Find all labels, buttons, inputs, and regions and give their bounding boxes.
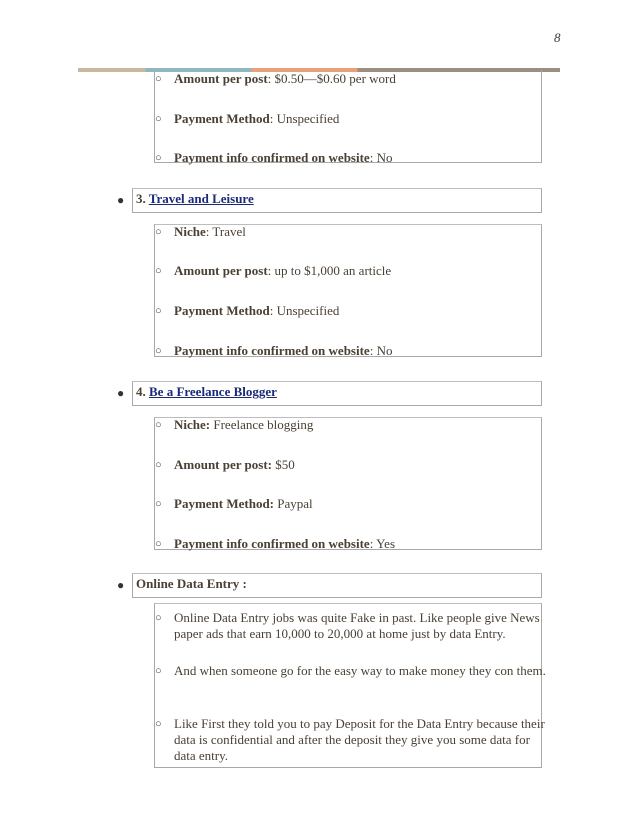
sub-bullet: ○: [155, 612, 162, 624]
sub-bullet: ○: [155, 226, 162, 238]
sub-bullet: ○: [155, 498, 162, 510]
sub-bullet: ○: [155, 665, 162, 677]
sub-bullet: ○: [155, 152, 162, 164]
list-item: Payment Method: Unspecified: [174, 303, 340, 318]
sub-bullet: ○: [155, 718, 162, 730]
list-item: Payment Method: Paypal: [174, 496, 313, 511]
paragraph: And when someone go for the easy way to make money they con them.: [174, 663, 546, 678]
list-item: Amount per post: up to $1,000 an article: [174, 263, 392, 278]
sub-bullet: ○: [155, 113, 162, 125]
sub-bullet: ○: [155, 265, 162, 277]
section4-box: [154, 417, 542, 550]
list-item: Niche: Freelance blogging: [174, 417, 314, 432]
main-bullet: ●: [117, 193, 125, 207]
paragraph: Like First they told you to pay Deposit for the Data Entry because their data is confidential and after the deposit they give you some data for data entry.: [174, 716, 545, 763]
sub-bullet: ○: [155, 459, 162, 471]
list-item: Payment info confirmed on website: No: [174, 150, 393, 165]
section3-box: [154, 224, 542, 357]
list-item: Payment info confirmed on website: Yes: [174, 536, 396, 551]
list-item: Amount per post: $0.50—$0.60 per word: [174, 71, 396, 86]
list-item: Niche: Travel: [174, 224, 246, 239]
list-item: Amount per post: $50: [174, 457, 295, 472]
main-bullet: ●: [117, 386, 125, 400]
travel-and-leisure-link[interactable]: Travel and Leisure: [148, 191, 254, 206]
main-bullet: ●: [117, 578, 125, 592]
section3-heading: 3. Travel and Leisure: [136, 191, 254, 206]
section4-heading: 4. Be a Freelance Blogger: [136, 384, 277, 399]
page-number: 8: [554, 30, 561, 45]
sub-bullet: ○: [155, 73, 162, 85]
sub-bullet: ○: [155, 345, 162, 357]
list-item: Payment Method: Unspecified: [174, 111, 340, 126]
be-a-freelance-blogger-link[interactable]: Be a Freelance Blogger: [149, 384, 277, 399]
sub-bullet: ○: [155, 538, 162, 550]
list-item: Payment info confirmed on website: No: [174, 343, 393, 358]
sub-bullet: ○: [155, 305, 162, 317]
sub-bullet: ○: [155, 419, 162, 431]
section5-heading: Online Data Entry :: [136, 576, 247, 591]
paragraph: Online Data Entry jobs was quite Fake in past. Like people give News paper ads that earn 10,000 to 20,000 at home just by data Entry.: [174, 610, 540, 641]
